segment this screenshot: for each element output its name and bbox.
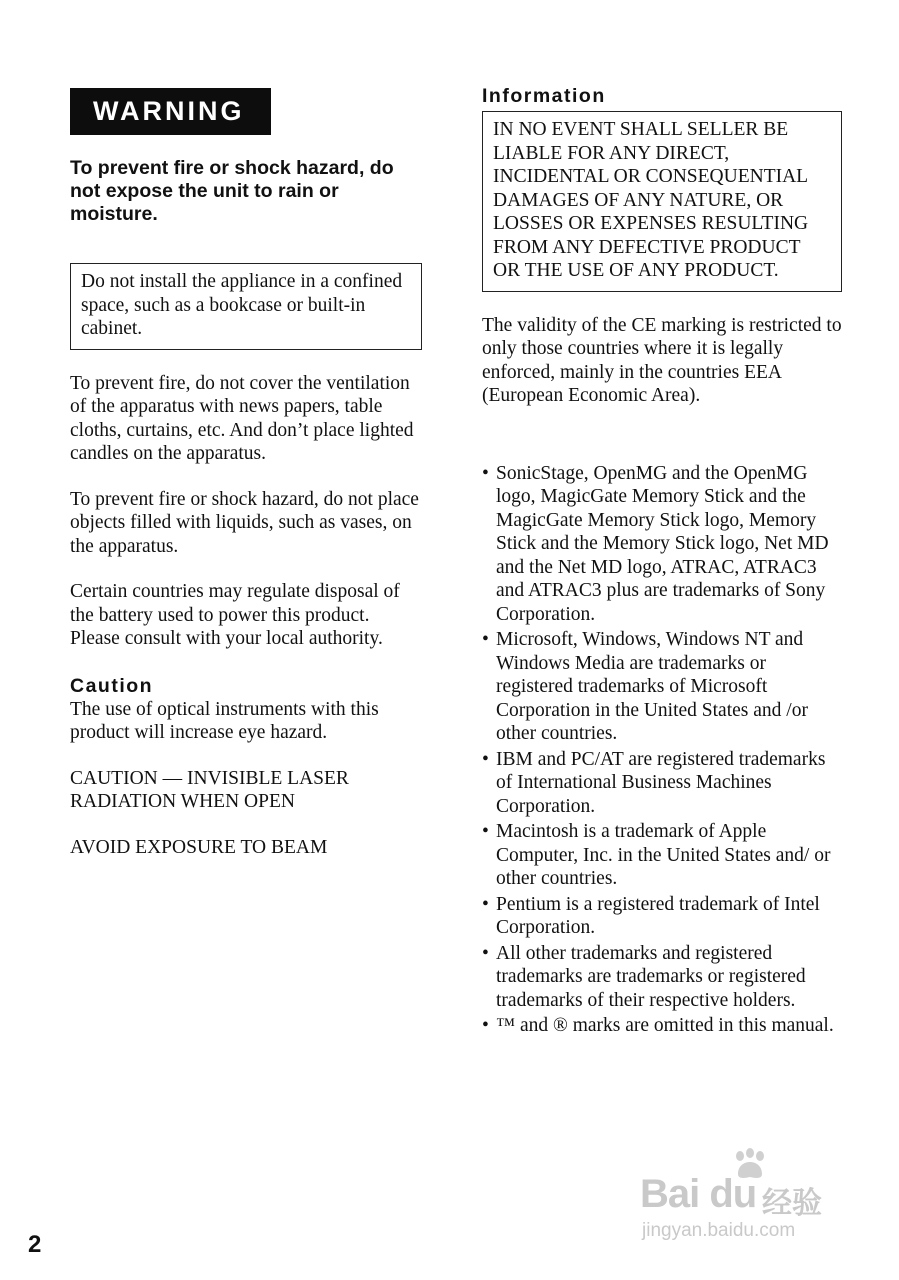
list-item: • All other trademarks and registered trademarks are trademarks or registered trademarks of their respective holders. — [482, 942, 806, 1011]
watermark-brand: Bai du — [640, 1172, 757, 1216]
bullet-icon: • — [482, 462, 489, 484]
avoid-exposure: AVOID EXPOSURE TO BEAM — [70, 836, 328, 858]
install-notice-box: Do not install the appliance in a confined space, such as a bookcase or built-in cabinet. — [70, 263, 422, 350]
warning-notice: To prevent fire or shock hazard, do not expose the unit to rain or moisture. — [70, 157, 394, 225]
liability-box: IN NO EVENT SHALL SELLER BE LIABLE FOR ANY DIRECT, INCIDENTAL OR CONSEQUENTIAL DAMAGES OF ANY NATURE, OR LOSSES OR EXPENSES RESULTING FROM ANY DEFECTIVE PRODUCT OR THE USE OF ANY PRODUCT. — [482, 111, 842, 292]
fire-prevention-paragraph: To prevent fire, do not cover the ventilation of the apparatus with news papers, table cloths, curtains, etc. And don’t place lighted candles on the apparatus. — [70, 372, 414, 464]
list-item: • Microsoft, Windows, Windows NT and Windows Media are trademarks or registered trademarks of Microsoft Corporation in the United States and /or other countries. — [482, 629, 808, 744]
caution-text: The use of optical instruments with this product will increase eye hazard. — [70, 698, 379, 743]
right-column — [482, 84, 842, 1040]
bullet-icon: • — [482, 821, 489, 842]
list-item: • SonicStage, OpenMG and the OpenMG logo, MagicGate Memory Stick and the MagicGate Memory Stick logo, Memory Stick and the Memory Stick logo, Net MD and the Net MD logo, ATRAC, ATRAC3 and ATRAC3 plus are trademarks of Sony Corporation. — [482, 462, 829, 625]
list-item: • IBM and PC/AT are registered trademarks of International Business Machines Corporation. — [482, 748, 826, 817]
laser-caution: CAUTION — INVISIBLE LASER RADIATION WHEN OPEN — [70, 767, 349, 812]
information-heading: Information — [482, 85, 606, 107]
warning-label: WARNING — [70, 88, 271, 135]
watermark-url: jingyan.baidu.com — [642, 1220, 796, 1241]
list-item: • ™ and ® marks are omitted in this manual. — [482, 1015, 834, 1036]
list-item: • Macintosh is a trademark of Apple Computer, Inc. in the United States and/ or other countries. — [482, 821, 831, 889]
bullet-icon: • — [482, 1015, 489, 1036]
page-number: 2 — [28, 1231, 42, 1258]
bullet-icon: • — [482, 942, 489, 964]
caution-heading: Caution — [70, 674, 154, 697]
trademark-list — [482, 462, 842, 1038]
watermark — [640, 1148, 850, 1248]
battery-disposal-paragraph: Certain countries may regulate disposal of the battery used to power this product. Please consult with your local authority. — [70, 581, 400, 649]
bullet-icon: • — [482, 893, 489, 915]
bullet-icon: • — [482, 629, 489, 650]
watermark-subtitle: 经验 — [762, 1187, 822, 1220]
liquids-warning-paragraph: To prevent fire or shock hazard, do not place objects filled with liquids, such as vases, on the apparatus. — [70, 488, 419, 557]
bullet-icon: • — [482, 748, 489, 770]
list-item: • Pentium is a registered trademark of Intel Corporation. — [482, 893, 820, 938]
left-column — [70, 88, 422, 859]
ce-marking-paragraph: The validity of the CE marking is restricted to only those countries where it is legally enforced, mainly in the countries EEA (European Economic Area). — [482, 314, 842, 406]
